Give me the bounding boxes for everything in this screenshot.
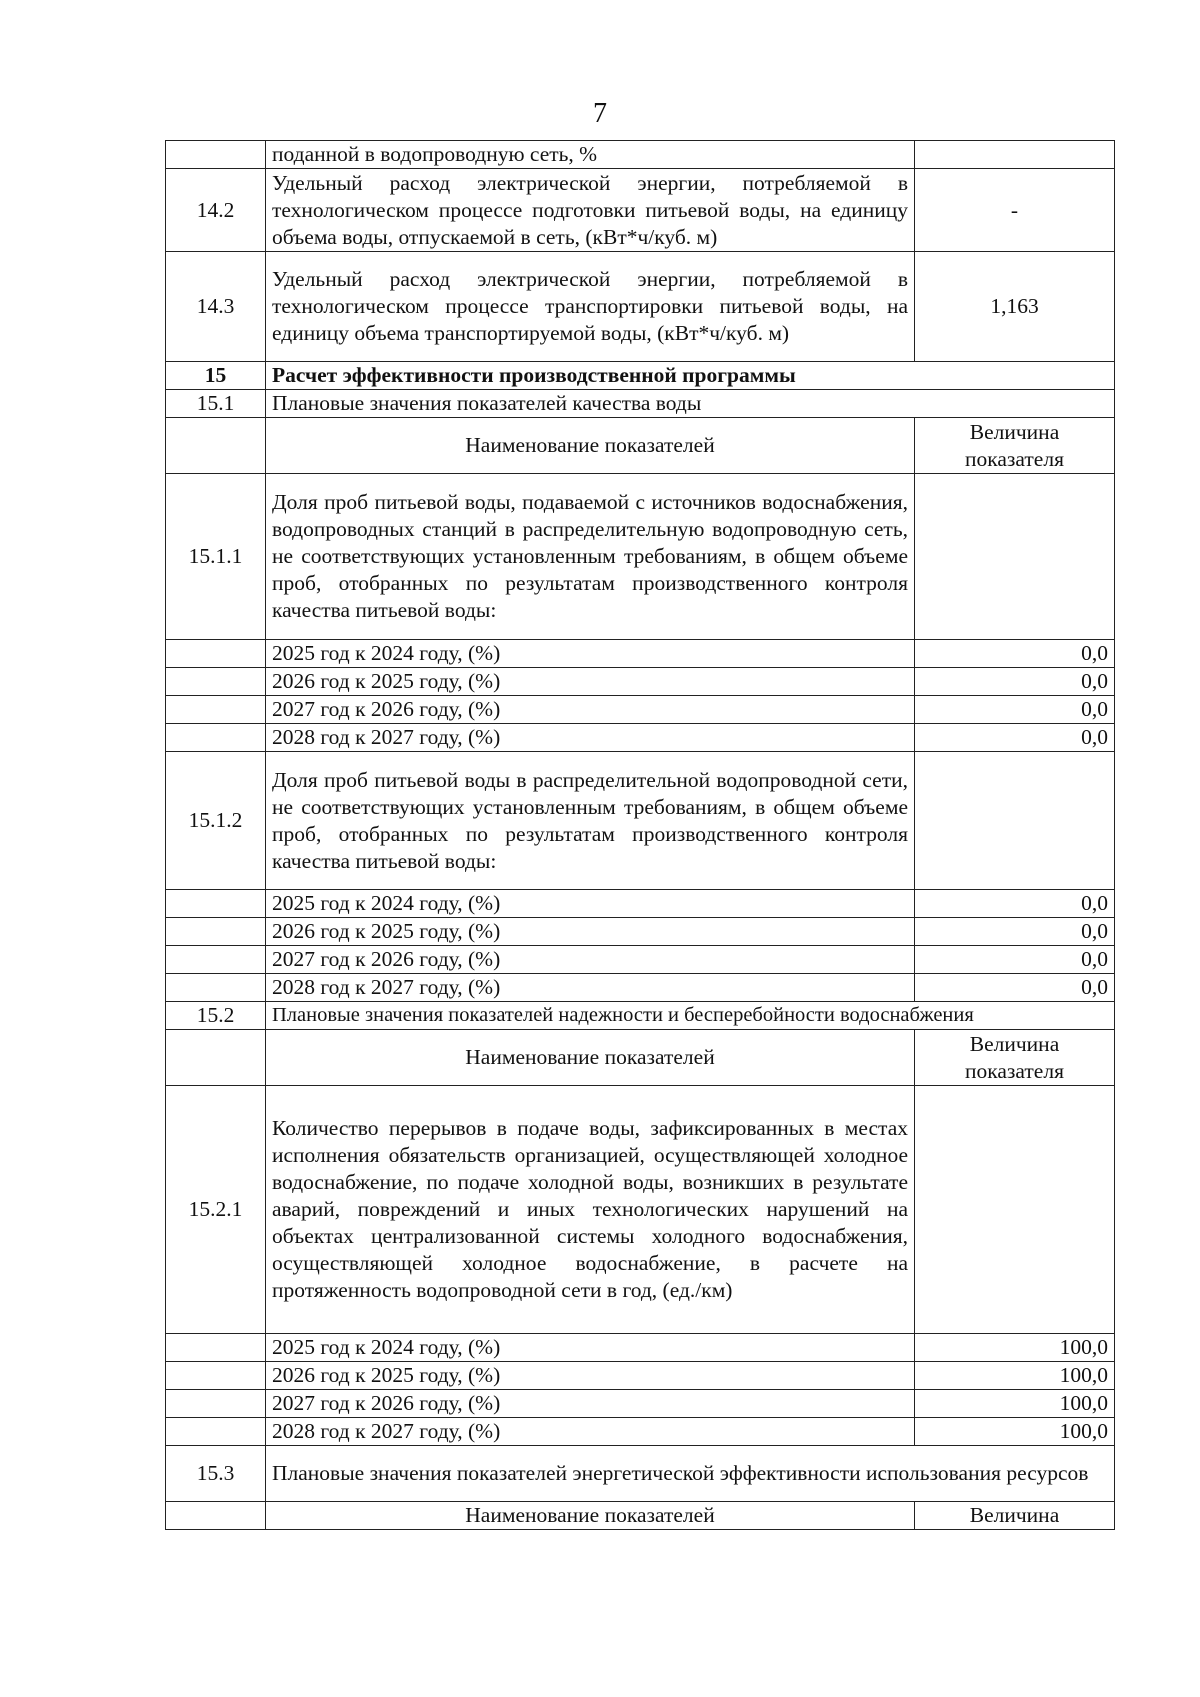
row-number xyxy=(166,141,266,169)
header-value: Величина показателя xyxy=(915,418,1115,474)
table-row xyxy=(166,474,1115,640)
header-row xyxy=(166,1030,1115,1086)
year-value: 0,0 xyxy=(915,696,1115,724)
year-value: 0,0 xyxy=(915,918,1115,946)
row-value xyxy=(915,752,1115,890)
year-label: 2026 год к 2025 году, (%) xyxy=(266,918,915,946)
section-row xyxy=(166,390,1115,418)
row-text: Удельный расход электрической энергии, потребляемой в технологическом процессе транспортировки питьевой воды, на единицу объема транспортируемой воды, (кВт*ч/куб. м) xyxy=(266,252,915,362)
row-value: - xyxy=(915,169,1115,252)
section-number: 15.3 xyxy=(166,1446,266,1502)
year-row xyxy=(166,974,1115,1002)
year-row xyxy=(166,668,1115,696)
header-value: Величина показателя xyxy=(915,1030,1115,1086)
year-value: 0,0 xyxy=(915,890,1115,918)
header-name: Наименование показателей xyxy=(266,1030,915,1086)
year-label: 2027 год к 2026 году, (%) xyxy=(266,1390,915,1418)
row-number xyxy=(166,1030,266,1086)
row-value: 1,163 xyxy=(915,252,1115,362)
year-row xyxy=(166,1418,1115,1446)
row-text: Доля проб питьевой воды в распределительной водопроводной сети, не соответствующих установленным требованиям, в общем объеме проб, отобранных по результатам производственного контроля качества питьевой воды: xyxy=(266,752,915,890)
table-row xyxy=(166,1086,1115,1334)
row-number: 15.1.1 xyxy=(166,474,266,640)
year-value: 0,0 xyxy=(915,668,1115,696)
year-label: 2028 год к 2027 году, (%) xyxy=(266,1418,915,1446)
year-row xyxy=(166,946,1115,974)
year-value: 100,0 xyxy=(915,1390,1115,1418)
year-row xyxy=(166,1334,1115,1362)
year-row xyxy=(166,1390,1115,1418)
section-number: 15.2 xyxy=(166,1002,266,1030)
year-row xyxy=(166,890,1115,918)
row-number: 14.3 xyxy=(166,252,266,362)
section-number: 15.1 xyxy=(166,390,266,418)
section-title: Расчет эффективности производственной программы xyxy=(266,362,1115,390)
row-value xyxy=(915,141,1115,169)
year-row xyxy=(166,724,1115,752)
year-value: 100,0 xyxy=(915,1418,1115,1446)
row-text: Количество перерывов в подаче воды, зафиксированных в местах исполнения обязательств организацией, осуществляющей холодное водоснабжение, по подаче холодной воды, возникших в результате аварий, повреждений и иных технологических нарушений на объектах централизованной системы холодного водоснабжения, осуществляющей холодное водоснабжение, в расчете на протяженность водопроводной сети в год, (ед./км) xyxy=(266,1086,915,1334)
row-number xyxy=(166,418,266,474)
year-value: 100,0 xyxy=(915,1362,1115,1390)
section-row xyxy=(166,362,1115,390)
section-title: Плановые значения показателей энергетической эффективности использования ресурсов xyxy=(266,1446,1115,1502)
section-row xyxy=(166,1446,1115,1502)
year-value: 0,0 xyxy=(915,974,1115,1002)
row-number: 15.2.1 xyxy=(166,1086,266,1334)
table-row xyxy=(166,252,1115,362)
year-label: 2027 год к 2026 году, (%) xyxy=(266,946,915,974)
year-value: 0,0 xyxy=(915,640,1115,668)
section-title: Плановые значения показателей надежности и бесперебойности водоснабжения xyxy=(266,1002,1115,1030)
header-name: Наименование показателей xyxy=(266,1502,915,1530)
year-label: 2026 год к 2025 году, (%) xyxy=(266,1362,915,1390)
page-number: 7 xyxy=(593,98,607,129)
year-label: 2028 год к 2027 году, (%) xyxy=(266,724,915,752)
year-row xyxy=(166,640,1115,668)
year-label: 2026 год к 2025 году, (%) xyxy=(266,668,915,696)
year-row xyxy=(166,1362,1115,1390)
header-name: Наименование показателей xyxy=(266,418,915,474)
year-label: 2028 год к 2027 году, (%) xyxy=(266,974,915,1002)
header-row xyxy=(166,1502,1115,1530)
indicators-table xyxy=(165,140,1115,1530)
year-label: 2025 год к 2024 году, (%) xyxy=(266,1334,915,1362)
year-label: 2025 год к 2024 году, (%) xyxy=(266,640,915,668)
row-number: 15.1.2 xyxy=(166,752,266,890)
row-text: Удельный расход электрической энергии, потребляемой в технологическом процессе подготовки питьевой воды, на единицу объема воды, отпускаемой в сеть, (кВт*ч/куб. м) xyxy=(266,169,915,252)
year-label: 2027 год к 2026 году, (%) xyxy=(266,696,915,724)
table-row xyxy=(166,169,1115,252)
year-row xyxy=(166,696,1115,724)
row-text: поданной в водопроводную сеть, % xyxy=(266,141,915,169)
section-row xyxy=(166,1002,1115,1030)
section-title: Плановые значения показателей качества воды xyxy=(266,390,1115,418)
table-row xyxy=(166,141,1115,169)
row-number xyxy=(166,1502,266,1530)
year-value: 100,0 xyxy=(915,1334,1115,1362)
year-value: 0,0 xyxy=(915,946,1115,974)
table-row xyxy=(166,752,1115,890)
year-row xyxy=(166,918,1115,946)
row-text: Доля проб питьевой воды, подаваемой с источников водоснабжения, водопроводных станций в распределительную водопроводную сеть, не соответствующих установленным требованиям, в общем объеме проб, отобранных по результатам производственного контроля качества питьевой воды: xyxy=(266,474,915,640)
header-row xyxy=(166,418,1115,474)
year-value: 0,0 xyxy=(915,724,1115,752)
section-number: 15 xyxy=(166,362,266,390)
row-number: 14.2 xyxy=(166,169,266,252)
year-label: 2025 год к 2024 году, (%) xyxy=(266,890,915,918)
row-value xyxy=(915,474,1115,640)
row-value xyxy=(915,1086,1115,1334)
header-value: Величина xyxy=(915,1502,1115,1530)
